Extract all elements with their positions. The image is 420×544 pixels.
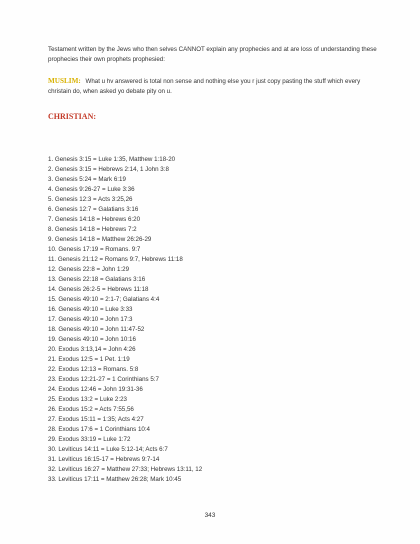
reference-item: 27. Exodus 15:11 = 1:35; Acts 4:27 — [48, 416, 144, 423]
reference-item: 29. Exodus 33:19 = Luke 1:72 — [48, 436, 131, 443]
reference-item: 6. Genesis 12:7 = Galatians 3:16 — [48, 206, 139, 213]
reference-item: 28. Exodus 17:6 = 1 Corinthians 10:4 — [48, 426, 150, 433]
muslim-label: MUSLIM: — [48, 77, 81, 85]
reference-item: 25. Exodus 13:2 = Luke 2:23 — [48, 396, 127, 403]
reference-item: 3. Genesis 5:24 = Mark 6:19 — [48, 176, 126, 183]
reference-item: 26. Exodus 15:2 = Acts 7:55,56 — [48, 406, 134, 413]
reference-item: 30. Leviticus 14:11 = Luke 5:12-14; Acts 6:7 — [48, 446, 168, 453]
page-number: 343 — [204, 512, 216, 519]
reference-item: 20. Exodus 3:13,14 = John 4:26 — [48, 346, 136, 353]
reference-item: 9. Genesis 14:18 = Matthew 26:26-29 — [48, 236, 152, 243]
reference-item: 18. Genesis 49:10 = John 11:47-52 — [48, 326, 145, 333]
reference-item: 7. Genesis 14:18 = Hebrews 6:20 — [48, 216, 141, 223]
muslim-paragraph — [48, 77, 378, 96]
reference-item: 2. Genesis 3:15 = Hebrews 2:14, 1 John 3:8 — [48, 166, 169, 173]
reference-item: 21. Exodus 12:5 = 1 Pet. 1:19 — [48, 356, 130, 363]
muslim-text: What u hv answered is total non sense and nothing else you r just copy pasting the stuff which every christain do, when asked yo debate pity on u. — [48, 78, 361, 95]
reference-item: 13. Genesis 22:18 = Galatians 3:16 — [48, 276, 146, 283]
reference-item: 5. Genesis 12:3 = Acts 3:25,26 — [48, 196, 133, 203]
intro-paragraph: Testament written by the Jews who then selves CANNOT explain any prophecies and at are loss of understanding these prophecies their own prophets prophesied: — [48, 46, 377, 63]
reference-item: 22. Exodus 12:13 = Romans. 5:8 — [48, 366, 139, 373]
reference-list — [48, 155, 202, 485]
reference-item: 16. Genesis 49:10 = Luke 3:33 — [48, 306, 133, 313]
reference-item: 12. Genesis 22:8 = John 1:29 — [48, 266, 130, 273]
reference-item: 31. Leviticus 16:15-17 = Hebrews 9:7-14 — [48, 456, 160, 463]
reference-item: 14. Genesis 26:2-5 = Hebrews 11:18 — [48, 286, 149, 293]
reference-item: 8. Genesis 14:18 = Hebrews 7:2 — [48, 226, 137, 233]
reference-item: 4. Genesis 9:26-27 = Luke 3:36 — [48, 186, 135, 193]
reference-item: 11. Genesis 21:12 = Romans 9:7, Hebrews 11:18 — [48, 256, 183, 263]
reference-item: 15. Genesis 49:10 = 2:1-7; Galatians 4:4 — [48, 296, 160, 303]
reference-item: 19. Genesis 49:10 = John 10:16 — [48, 336, 136, 343]
reference-item: 24. Exodus 12:46 = John 19:31-36 — [48, 386, 143, 393]
reference-item: 33. Leviticus 17:11 = Matthew 26:28; Mark 10:45 — [48, 476, 182, 483]
reference-item: 1. Genesis 3:15 = Luke 1:35, Matthew 1:18-20 — [48, 156, 176, 163]
reference-item: 10. Genesis 17:19 = Romans. 9:7 — [48, 246, 141, 253]
reference-item: 23. Exodus 12:21-27 = 1 Corinthians 5:7 — [48, 376, 159, 383]
reference-item: 32. Leviticus 16:27 = Matthew 27:33; Hebrews 13:11, 12 — [48, 466, 203, 473]
christian-label: CHRISTIAN: — [48, 112, 97, 121]
reference-item: 17. Genesis 49:10 = John 17:3 — [48, 316, 133, 323]
